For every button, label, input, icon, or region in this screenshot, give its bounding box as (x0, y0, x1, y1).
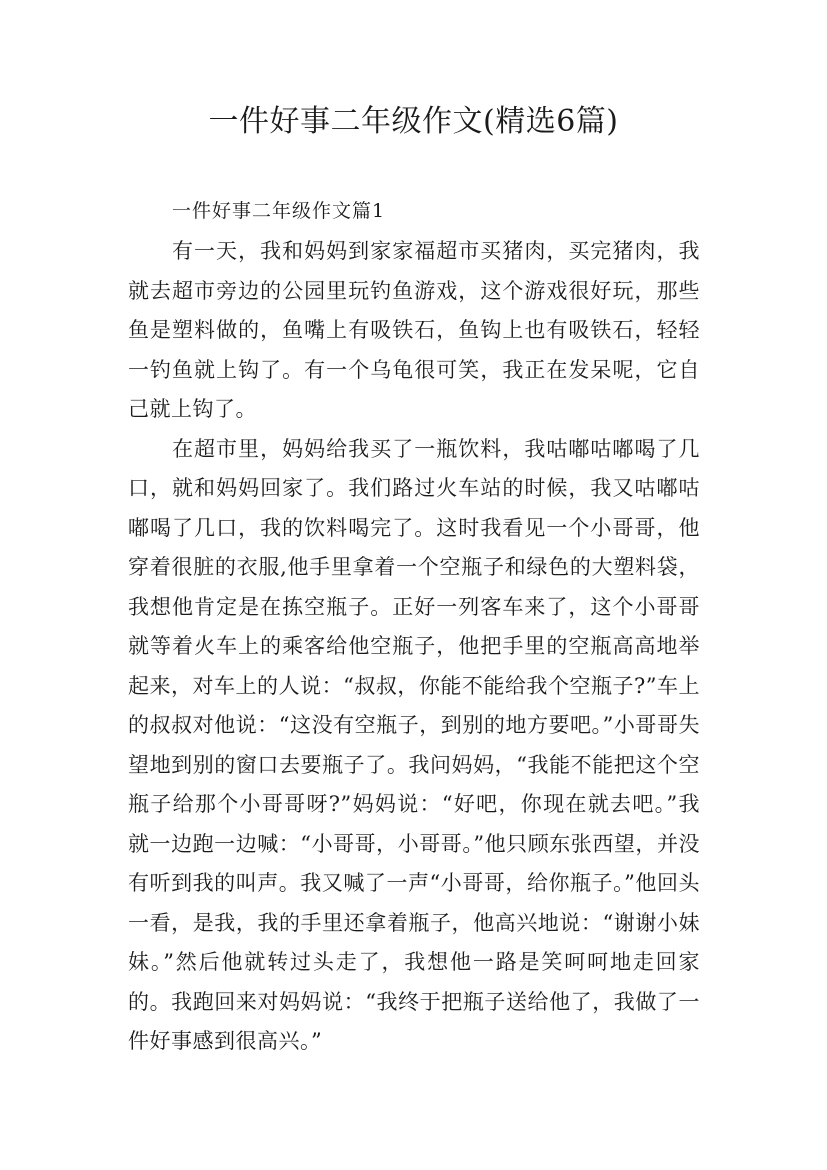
document-title: 一件好事二年级作文(精选6篇) (208, 104, 619, 139)
paragraph-2: 在超市里，妈妈给我买了一瓶饮料，我咕嘟咕嘟喝了几口，就和妈妈回家了。我们路过火车站的时候，我又咕嘟咕嘟喝了几口，我的饮料喝完了。这时我看见一个小哥哥，他穿着很脏的衣服,他手里拿着一个空瓶子和绿色的大塑料袋，我想他肯定是在拣空瓶子。正好一列客车来了，这个小哥哥就等着火车上的乘客给他空瓶子，他把手里的空瓶高高地举起来，对车上的人说：“叔叔，你能不能给我个空瓶子?”车上的叔叔对他说：“这没有空瓶子，到别的地方要吧。”小哥哥失望地到别的窗口去要瓶子了。我问妈妈，“我能不能把这个空瓶子给那个小哥哥呀?”妈妈说：“好吧，你现在就去吧。”我就一边跑一边喊：“小哥哥，小哥哥。”他只顾东张西望，并没有听到我的叫声。我又喊了一声“小哥哥，给你瓶子。”他回头一看，是我，我的手里还拿着瓶子，他高兴地说：“谢谢小妹妹。”然后他就转过头走了，我想他一路是笑呵呵地走回家的。我跑回来对妈妈说：“我终于把瓶子送给他了，我做了一件好事感到很高兴。” (128, 436, 700, 1053)
section-heading: 一件好事二年级作文篇1 (172, 200, 386, 222)
document-body (128, 192, 700, 1062)
paragraph-1: 有一天，我和妈妈到家家福超市买猪肉，买完猪肉，我就去超市旁边的公园里玩钓鱼游戏，这个游戏很好玩，那些鱼是塑料做的，鱼嘴上有吸铁石，鱼钩上也有吸铁石，轻轻一钓鱼就上钩了。有一个乌龟很可笑，我正在发呆呢，它自己就上钩了。 (128, 239, 700, 421)
